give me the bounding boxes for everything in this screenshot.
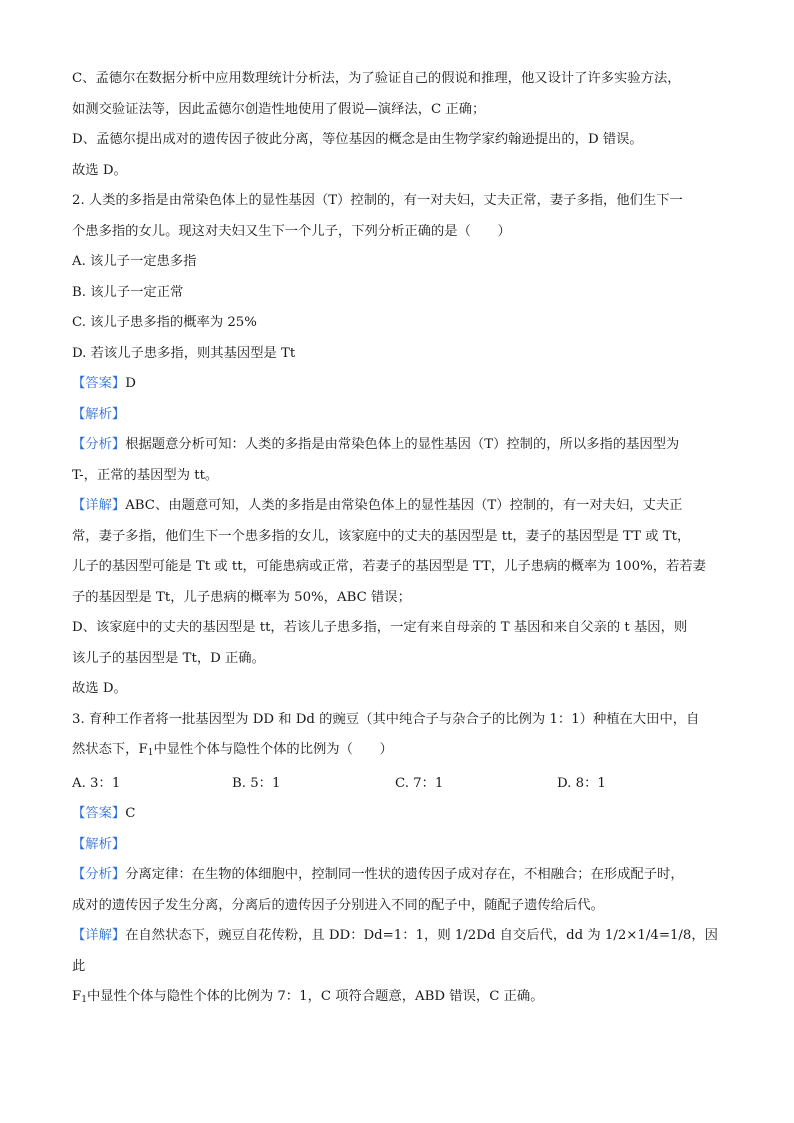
q2-analysis-heading <box>72 400 724 431</box>
answer-value: D <box>125 376 136 391</box>
q2-stem-line1: 2. 人类的多指是由常染色体上的显性基因（T）控制的，有一对夫妇，丈夫正常，妻子多指，他们生下一 <box>72 193 683 208</box>
q3-xiangjie-line2 <box>72 982 724 1016</box>
q2-xiangjie-line4: 子的基因型是 Tt，儿子患病的概率为 50%，ABC 错误； <box>72 589 411 605</box>
q3-fenxi-line2: 成对的遗传因子发生分离，分离后的遗传因子分别进入不同的配子中，随配子遗传给后代。 <box>72 897 604 913</box>
xiangjie-text: ABC、由题意可知，人类的多指是由常染色体上的显性基因（T）控制的，有一对夫妇，丈夫正 <box>125 498 683 513</box>
xiangjie-tag: 【详解】 <box>72 498 126 513</box>
q3-fenxi-line1 <box>72 860 724 891</box>
xiangjie-text: 在自然状态下，豌豆自花传粉，且 DD：Dd=1：1，则 1/2Dd 自交后代，dd 为 1/2×1/4=1/8，因此 <box>72 928 718 974</box>
q2-stem-line2: 个患多指的女儿。现这对夫妇又生下一个儿子，下列分析正确的是（ ） <box>72 223 511 239</box>
q2-xiangjie-line1 <box>72 491 724 522</box>
answer-tag: 【答案】 <box>72 376 126 391</box>
analysis-tag: 【解析】 <box>72 406 126 422</box>
paragraph-c-line2: 如测交验证法等，因此孟德尔创造性地使用了假说—演绎法，C 正确； <box>72 101 486 117</box>
q3-answer <box>72 799 724 830</box>
q3-xiangjie-line1 <box>72 921 724 982</box>
fenxi-tag: 【分析】 <box>72 437 126 452</box>
paragraph-d: D、孟德尔提出成对的遗传因子彼此分离，等位基因的概念是由生物学家约翰逊提出的，D 错误。 <box>72 132 643 147</box>
q2-option-b: B. 该儿子一定正常 <box>72 284 184 300</box>
q3-analysis-heading <box>72 830 724 861</box>
q2-fenxi-line2: T-，正常的基因型为 tt。 <box>72 467 219 483</box>
subscript: 1 <box>81 995 87 1005</box>
q3-options-row <box>72 769 724 800</box>
q2-xiangjie-line6: 该儿子的基因型是 Tt，D 正确。 <box>72 650 265 666</box>
q2-xiangjie-line5: D、该家庭中的丈夫的基因型是 tt，若该儿子患多指，一定有来自母亲的 T 基因和来自父亲的 t 基因，则 <box>72 620 688 635</box>
q3-stem-line2 <box>72 735 724 769</box>
xiangjie-text: F <box>72 989 82 1004</box>
answer-value: C <box>125 806 136 821</box>
choose-line-1: 故选 D。 <box>72 162 127 178</box>
analysis-tag: 【解析】 <box>72 836 126 852</box>
xiangjie-text: 中显性个体与隐性个体的比例为 7：1，C 项符合题意，ABD 错误，C 正确。 <box>86 989 544 1004</box>
answer-tag: 【答案】 <box>72 806 126 821</box>
q3-option-c: C. 7：1 <box>395 775 444 791</box>
fenxi-text: 分离定律：在生物的体细胞中，控制同一性状的遗传因子成对存在，不相融合；在形成配子时， <box>125 867 684 882</box>
q2-choose: 故选 D。 <box>72 681 127 696</box>
q3-option-b: B. 5：1 <box>232 775 281 791</box>
stem-text: 中显性个体与隐性个体的比例为（ ） <box>153 742 393 757</box>
q2-option-c: C. 该儿子患多指的概率为 25% <box>72 315 257 330</box>
q2-option-d: D. 若该儿子患多指，则其基因型是 Tt <box>72 345 296 361</box>
paragraph-c-line1: C、孟德尔在数据分析中应用数理统计分析法，为了验证自己的假说和推理，他又设计了许多实验方法， <box>72 71 681 86</box>
q2-xiangjie-line3: 儿子的基因型可能是 Tt 或 tt，可能患病或正常，若妻子的基因型是 TT，儿子患病的概率为 100%，若若妻 <box>72 559 706 574</box>
stem-text: 然状态下，F <box>72 742 148 757</box>
subscript: 1 <box>147 748 154 758</box>
xiangjie-tag: 【详解】 <box>72 928 126 943</box>
q3-option-a: A. 3：1 <box>72 775 121 791</box>
q2-option-a: A. 该儿子一定患多指 <box>72 254 197 269</box>
fenxi-tag: 【分析】 <box>72 867 126 882</box>
q2-fenxi-line1 <box>72 430 724 461</box>
q3-option-d: D. 8：1 <box>557 775 606 791</box>
q3-stem-line1: 3. 育种工作者将一批基因型为 DD 和 Dd 的豌豆（其中纯合子与杂合子的比例为 1：1）种植在大田中，自 <box>72 711 700 727</box>
q2-answer <box>72 369 724 400</box>
fenxi-text: 根据题意分析可知：人类的多指是由常染色体上的显性基因（T）控制的，所以多指的基因型为 <box>125 437 680 452</box>
q2-xiangjie-line2: 常，妻子多指，他们生下一个患多指的女儿，该家庭中的丈夫的基因型是 tt，妻子的基因型是 TT 或 Tt， <box>72 528 691 544</box>
